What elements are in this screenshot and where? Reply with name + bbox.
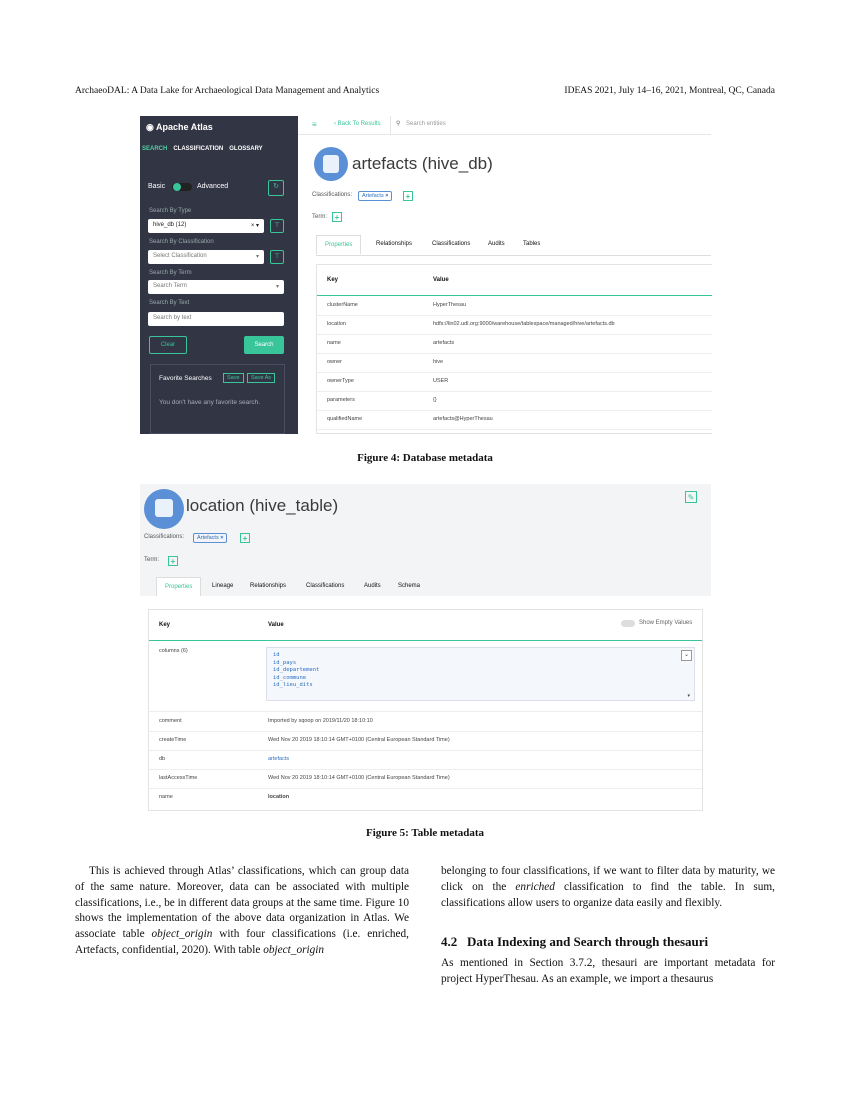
properties-table — [148, 609, 703, 811]
mode-basic-label: Basic — [148, 183, 166, 190]
entity-title: location (hive_table) — [186, 496, 339, 515]
search-by-type-label: Search By Type — [149, 208, 192, 214]
scroll-down-icon[interactable]: ▾ — [687, 693, 690, 699]
app-title: ◉ Apache Atlas — [146, 122, 213, 132]
atlas-main — [298, 116, 711, 434]
add-term-icon[interactable]: + — [332, 212, 342, 222]
mode-advanced-label: Advanced — [197, 183, 229, 190]
save-as-button[interactable]: Save As — [247, 373, 275, 383]
clear-button[interactable]: Clear — [149, 336, 187, 354]
section-paragraph: As mentioned in Section 3.7.2, thesauri are important metadata for project HyperThesau. As an example, we import a thesaurus — [441, 957, 775, 985]
edit-icon[interactable]: ✎ — [685, 491, 697, 503]
table-header — [149, 610, 702, 641]
tab-tables[interactable]: Tables — [523, 241, 541, 247]
table-row: location hdfs://lin02.udl.org:9000/warehouse/tablespace/managed/hive/artefacts.db — [317, 315, 712, 335]
add-classification-icon[interactable]: + — [403, 191, 413, 201]
favorite-searches-title: Favorite Searches — [159, 375, 212, 382]
running-header-right: IDEAS 2021, July 14–16, 2021, Montreal, QC, Canada — [564, 86, 775, 96]
classification-select[interactable]: Select Classification ▾ — [148, 250, 264, 264]
tab-schema[interactable]: Schema — [398, 583, 421, 589]
search-button[interactable]: Search — [244, 336, 284, 354]
columns-key: columns (6) — [159, 648, 188, 654]
tab-glossary[interactable]: GLOSSARY — [229, 146, 263, 152]
table-row: lastAccessTime Wed Nov 20 2019 18:10:14 GMT+0100 (Central European Standard Time) — [149, 769, 702, 789]
figure-4-screenshot — [140, 116, 711, 434]
search-by-classification-label: Search By Classification — [149, 239, 214, 245]
tab-classifications[interactable]: Classifications — [432, 241, 471, 247]
divider — [390, 116, 391, 134]
search-icon: ⚲ — [396, 121, 401, 127]
tab-properties[interactable]: Properties — [156, 577, 201, 596]
menu-icon[interactable]: ≡ — [312, 120, 317, 129]
section-heading: 4.2 Data Indexing and Search through thesauri — [441, 934, 709, 949]
classification-chip[interactable]: Artefacts × — [193, 533, 227, 543]
columns-list-box[interactable] — [266, 647, 695, 701]
table-row: qualifiedName artefacts@HyperThesau — [317, 410, 712, 430]
search-by-text-label: Search By Text — [149, 300, 190, 306]
figure-5-screenshot — [140, 484, 711, 810]
term-label: Term: — [312, 214, 327, 220]
col-key: Key — [327, 277, 339, 283]
search-entities-input[interactable]: Search entities — [406, 121, 446, 127]
chevron-down-icon[interactable]: ⌄ — [681, 650, 692, 661]
figure-5-caption: Figure 5: Table metadata — [365, 827, 485, 839]
filter-icon[interactable]: ⊤ — [270, 219, 284, 233]
tab-bar — [156, 583, 711, 596]
left-column-paragraph: This is achieved through Atlas’ classifications, which can group data of the same nature. Moreover, data can be associated with multiple classifications, i.e., be in different data groups at the same time. Figure 10 shows the implementation of the above data organization in Atlas. We associate table object_origin with four classifications (i.e. enriched, Artefacts, confidential, 2020). With table object_origin — [75, 865, 409, 956]
show-empty-toggle[interactable] — [621, 620, 635, 627]
tab-lineage[interactable]: Lineage — [212, 583, 234, 589]
back-to-results-link[interactable]: ‹ Back To Results — [334, 121, 381, 127]
running-header-left: ArchaeoDAL: A Data Lake for Archaeological Data Management and Analytics — [75, 86, 380, 96]
top-bar — [298, 116, 711, 135]
tab-classification[interactable]: CLASSIFICATION — [173, 146, 224, 152]
col-value: Value — [268, 622, 284, 628]
mode-toggle[interactable] — [172, 183, 192, 191]
table-icon — [144, 489, 184, 529]
tab-properties[interactable]: Properties — [316, 235, 361, 254]
col-value: Value — [433, 277, 449, 283]
tab-bar — [316, 241, 711, 256]
search-by-term-label: Search By Term — [149, 270, 192, 276]
table-row: createTime Wed Nov 20 2019 18:10:14 GMT+0100 (Central European Standard Time) — [149, 731, 702, 751]
add-classification-icon[interactable]: + — [240, 533, 250, 543]
save-button[interactable]: Save — [223, 373, 244, 383]
table-row: clusterName HyperThesau — [317, 296, 712, 316]
database-icon — [314, 147, 348, 181]
db-link[interactable]: artefacts — [268, 756, 290, 762]
classifications-label: Classifications: — [312, 192, 353, 198]
term-select[interactable]: Search Term ▾ — [148, 280, 284, 294]
filter-icon[interactable]: ⊤ — [270, 250, 284, 264]
table-row: db artefacts — [149, 750, 702, 770]
tab-classifications[interactable]: Classifications — [306, 583, 345, 589]
entity-title: artefacts (hive_db) — [352, 154, 493, 173]
refresh-icon[interactable]: ↻ — [268, 180, 284, 196]
columns-list: id id_pays id_departement id_commune id_lieu_dits — [273, 652, 320, 688]
table-row: parameters {} — [317, 391, 712, 411]
text-search-input[interactable]: Search by text — [148, 312, 284, 326]
right-column-paragraph: belonging to four classifications, if we want to filter data by maturity, we click on the enriched classification to find the table. In sum, classifications allow users to organize data easily and flexibly. — [441, 865, 775, 909]
tab-audits[interactable]: Audits — [488, 241, 505, 247]
table-row: comment Imported by sqoop on 2019/11/20 18:10:10 — [149, 712, 702, 732]
table-row: owner hive — [317, 353, 712, 373]
favorite-empty-text: You don't have any favorite search. — [159, 399, 261, 406]
table-row: ownerType USER — [317, 372, 712, 392]
table-row — [149, 641, 702, 712]
table-header — [317, 265, 712, 296]
col-key: Key — [159, 622, 171, 628]
tab-audits[interactable]: Audits — [364, 583, 381, 589]
table-row: name artefacts — [317, 334, 712, 354]
classification-chip[interactable]: Artefacts × — [358, 191, 392, 201]
sidebar-tabs — [142, 146, 269, 152]
classifications-label: Classifications: — [144, 534, 185, 540]
type-select[interactable]: hive_db (12) × ▾ — [148, 219, 264, 233]
tab-search[interactable]: SEARCH — [142, 146, 168, 152]
tab-relationships[interactable]: Relationships — [376, 241, 413, 247]
atlas-sidebar — [140, 116, 298, 434]
figure-4-caption: Figure 4: Database metadata — [357, 452, 493, 464]
favorite-searches-panel — [150, 364, 285, 434]
entity-header — [140, 484, 711, 596]
show-empty-label: Show Empty Values — [639, 620, 693, 626]
properties-table — [316, 264, 712, 434]
tab-relationships[interactable]: Relationships — [250, 583, 287, 589]
add-term-icon[interactable]: + — [168, 556, 178, 566]
term-label: Term: — [144, 557, 159, 563]
table-row: name location — [159, 794, 290, 800]
